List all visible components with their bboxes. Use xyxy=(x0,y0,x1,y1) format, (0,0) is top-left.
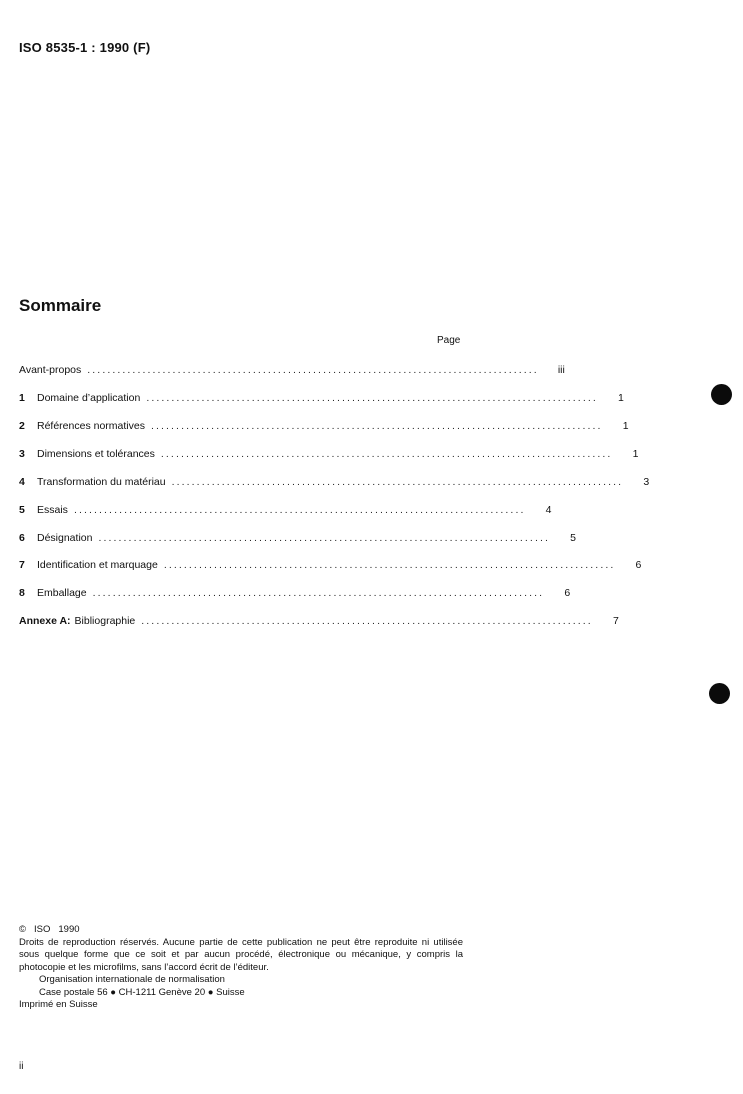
toc-page-number: 4 xyxy=(545,504,552,516)
toc-leader-dots: .......................................................................................... xyxy=(92,587,545,599)
toc-leader-dots: .......................................................................................... xyxy=(141,615,593,627)
toc-label: Désignation xyxy=(37,532,93,544)
rights-notice: Droits de reproduction réservés. Aucune partie de cette publication ne peut être reproduite ni utilisée sous quelque forme que ce soit et par aucun procédé, électronique ou mécanique, y compris la photocopie et les microfilms, sans l’accord écrit de l’éditeur. xyxy=(19,936,463,973)
toc-row-6[interactable] xyxy=(19,531,577,545)
postal-address: Case postale 56 ● CH-1211 Genève 20 ● Suisse xyxy=(39,986,245,998)
toc-page-number: 6 xyxy=(564,587,571,599)
toc-leader-dots: .......................................................................................... xyxy=(73,504,526,516)
toc-row-8[interactable] xyxy=(19,586,571,600)
toc-leader-dots: .......................................................................................... xyxy=(146,392,598,404)
toc-annex-label: Annexe A: xyxy=(19,615,71,627)
toc-label: Bibliographie xyxy=(74,615,136,627)
printed-in: Imprimé en Suisse xyxy=(19,999,98,1010)
toc-leader-dots: .......................................................................................... xyxy=(171,476,624,488)
page-column-label: Page xyxy=(437,335,461,346)
toc-row-4[interactable] xyxy=(19,475,650,489)
copyright-year: 1990 xyxy=(58,924,80,935)
toc-section-number: 3 xyxy=(19,448,25,460)
punch-hole-dot xyxy=(711,384,732,405)
toc-leader-dots: .......................................................................................... xyxy=(87,364,539,376)
toc-page-number: iii xyxy=(557,364,565,376)
toc-section-number: 5 xyxy=(19,504,25,516)
copyright-icon: © xyxy=(19,924,26,935)
organisation-name: Organisation internationale de normalisation xyxy=(39,974,225,985)
toc-label: Domaine d’application xyxy=(37,392,141,404)
toc-page-number: 1 xyxy=(622,420,629,432)
toc-row-annex-a[interactable] xyxy=(19,614,619,628)
toc-row-1[interactable] xyxy=(19,391,624,405)
toc-page-number: 1 xyxy=(618,392,624,404)
toc-row-2[interactable] xyxy=(19,419,629,433)
copyright-block xyxy=(19,924,463,1012)
toc-label: Identification et marquage xyxy=(37,559,158,571)
toc-section-number: 1 xyxy=(19,392,25,404)
toc-section-number: 4 xyxy=(19,476,25,488)
document-code: ISO 8535-1 : 1990 (F) xyxy=(19,40,151,55)
toc-row-7[interactable] xyxy=(19,558,642,572)
punch-hole-dot xyxy=(709,683,730,704)
toc-leader-dots: .......................................................................................... xyxy=(98,532,551,544)
toc-section-number: 2 xyxy=(19,420,25,432)
toc-page-number: 5 xyxy=(570,532,577,544)
toc-leader-dots: .......................................................................................... xyxy=(150,420,603,432)
toc-page-number: 1 xyxy=(632,448,639,460)
toc-page-number: 7 xyxy=(612,615,619,627)
toc-row-5[interactable] xyxy=(19,503,552,517)
toc-leader-dots: .......................................................................................... xyxy=(160,448,613,460)
copyright-line xyxy=(19,924,463,937)
copyright-org: ISO xyxy=(34,924,51,935)
page-title: Sommaire xyxy=(19,296,102,315)
toc-section-number: 7 xyxy=(19,559,25,571)
toc-label: Avant-propos xyxy=(19,364,82,376)
toc-row-foreword[interactable] xyxy=(19,363,565,377)
toc-label: Essais xyxy=(37,504,68,516)
toc-label: Références normatives xyxy=(37,420,145,432)
toc-label: Dimensions et tolérances xyxy=(37,448,155,460)
toc-page-number: 3 xyxy=(643,476,650,488)
toc-section-number: 6 xyxy=(19,532,25,544)
page-number: ii xyxy=(19,1061,24,1072)
toc-page-number: 6 xyxy=(635,559,642,571)
toc-label: Emballage xyxy=(37,587,87,599)
toc-row-3[interactable] xyxy=(19,447,639,461)
toc-leader-dots: .......................................................................................... xyxy=(163,559,616,571)
toc-label: Transformation du matériau xyxy=(37,476,166,488)
toc-section-number: 8 xyxy=(19,587,25,599)
